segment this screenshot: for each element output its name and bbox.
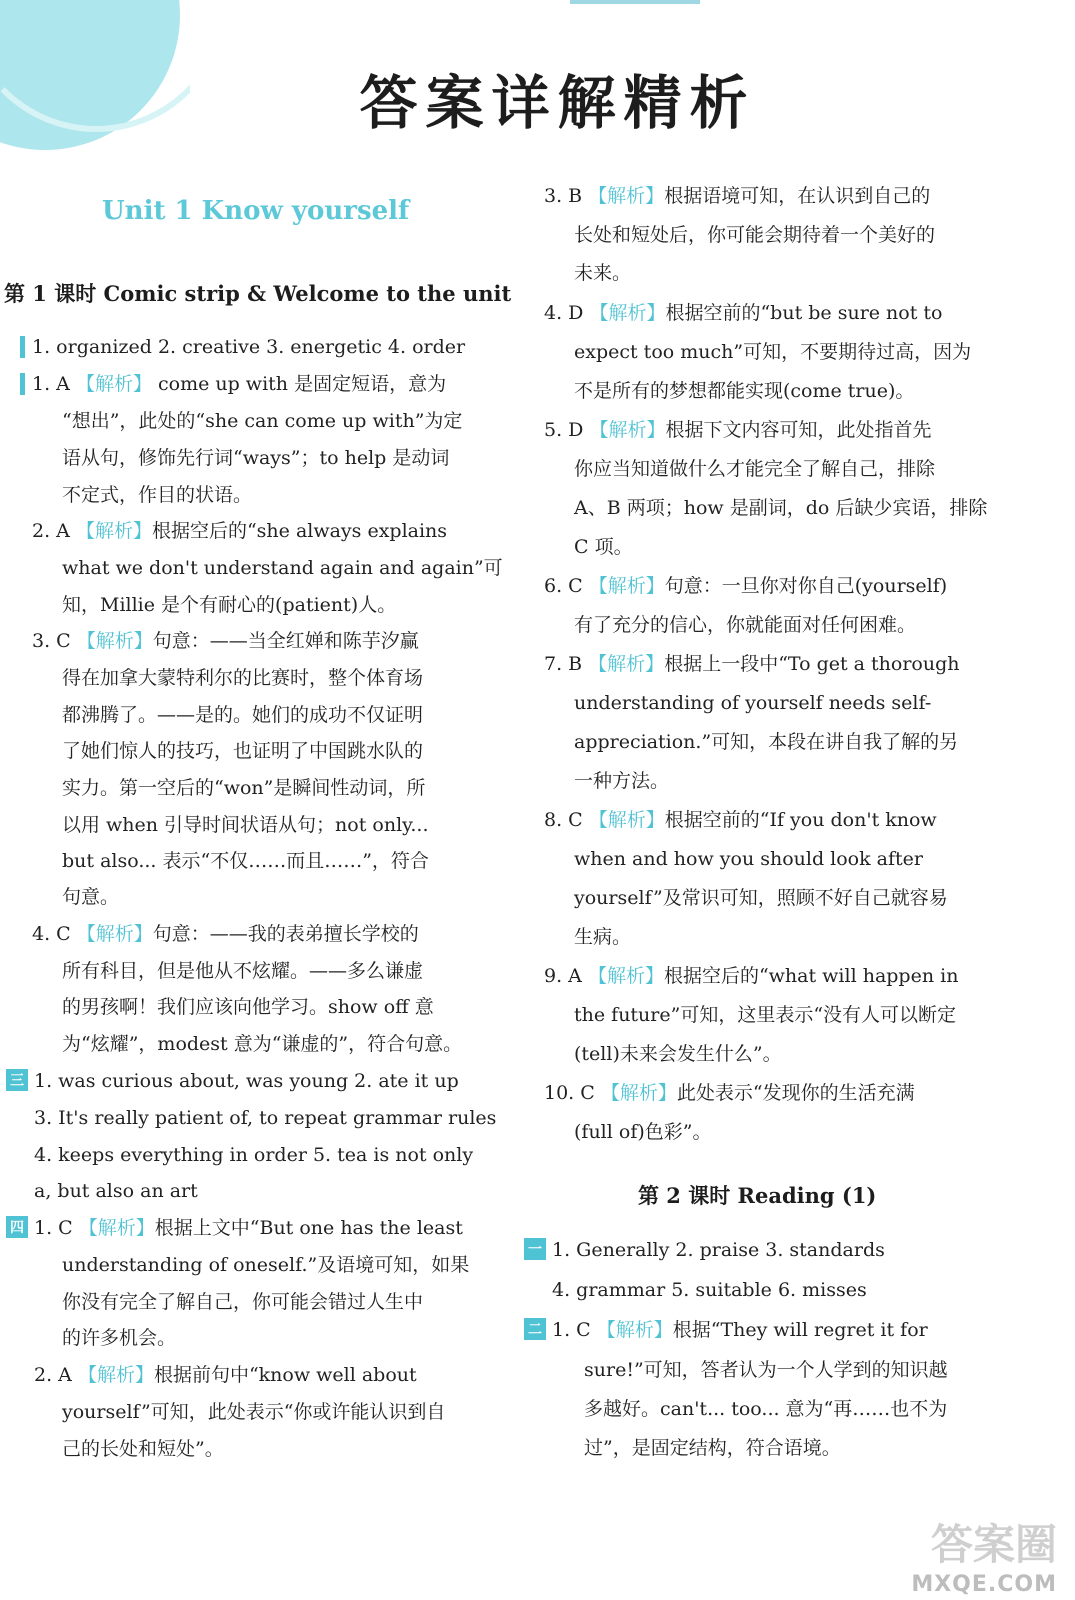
section-badge: 二 [524,1318,546,1340]
answer-line: 4. D 【解析】根据空前的“but be sure not to [544,302,943,324]
analysis-tag: 【解析】 [588,653,665,675]
section-badge: 三 [6,1069,28,1091]
answer-line: 4. C 【解析】句意：——我的表弟擅长学校的 [32,923,419,945]
analysis-tag: 【解析】 [75,373,152,395]
answer-line: what we don't understand again and again”可 [62,557,503,579]
watermark [867,1512,1057,1597]
answer-line: 2. A 【解析】根据空后的“she always explains [32,520,448,542]
analysis-tag: 【解析】 [75,520,152,542]
answer-line: 你没有完全了解自己，你可能会错过人生中 [62,1291,424,1313]
answer-line: but also... 表示“不仅……而且……”，符合 [62,850,429,872]
analysis-tag: 【解析】 [77,1364,154,1386]
analysis-tag: 【解析】 [78,1217,155,1239]
answer-line: 有了充分的信心，你就能面对任何困难。 [574,614,917,636]
answer-line: 1. A 【解析】 come up with 是固定短语，意为 [32,373,447,395]
answer-line: 你应当知道做什么才能完全了解自己，排除 [574,458,936,480]
section-badge: 四 [6,1216,28,1238]
analysis-tag: 【解析】 [589,302,666,324]
answer-line: 长处和短处后，你可能会期待着一个美好的 [574,224,936,246]
answer-line: 2. A 【解析】根据前句中“know well about [34,1364,417,1386]
answer-line: yourself”可知，此处表示“你或许能认识到自 [62,1401,446,1423]
watermark-url: MXQE.COM [911,1572,1057,1597]
answer-line: 得在加拿大蒙特利尔的比赛时，整个体育场 [62,667,424,689]
answer-line: appreciation.”可知，本段在讲自我了解的另 [574,731,959,753]
analysis-tag: 【解析】 [589,419,666,441]
answer-line: C 项。 [574,536,633,558]
answer-line: 8. C 【解析】根据空前的“If you don't know [544,809,937,831]
answer-line: 1. C 【解析】根据“They will regret it for [552,1319,928,1341]
answer-line: 10. C 【解析】此处表示“发现你的生活充满 [544,1082,915,1104]
answer-line: the future”可知，这里表示“没有人可以断定 [574,1004,957,1026]
analysis-tag: 【解析】 [76,630,153,652]
analysis-tag: 【解析】 [588,575,665,597]
answer-line: 不是所有的梦想都能实现(come true)。 [574,380,915,402]
answer-line: yourself”及常识可知，照顾不好自己就容易 [574,887,948,909]
answer-line: 为“炫耀”，modest 意为“谦虚的”，符合句意。 [62,1033,463,1055]
answer-line: 9. A 【解析】根据空后的“what will happen in [544,965,959,987]
answer-line: 一种方法。 [574,770,670,792]
answer-line: “想出”，此处的“she can come up with”为定 [62,410,463,432]
answer-line: 3. B 【解析】根据语境可知，在认识到自己的 [544,185,931,207]
analysis-tag: 【解析】 [600,1082,677,1104]
answer-line: 过”，是固定结构，符合语境。 [584,1437,841,1459]
answer-line: 了她们惊人的技巧，也证明了中国跳水队的 [62,740,424,762]
analysis-tag: 【解析】 [588,809,665,831]
answer-line: 生病。 [574,926,632,948]
answer-line: (tell)未来会发生什么”。 [574,1043,782,1065]
answer-line: 6. C 【解析】句意：一旦你对你自己(yourself) [544,575,948,597]
answer-line: 的许多机会。 [62,1327,177,1349]
answer-line: sure!”可知，答者认为一个人学到的知识越 [584,1359,948,1381]
answer-line: 未来。 [574,262,632,284]
answer-line: 以用 when 引导时间状语从句；not only... [62,814,429,836]
lesson2-title: 第 2 课时 Reading (1) [638,1183,877,1208]
answer-line: 3. C 【解析】句意：——当全红婵和陈芋汐赢 [32,630,419,652]
answer-line: 1. C 【解析】根据上文中“But one has the least [34,1217,463,1239]
unit-title: Unit 1 Know yourself [102,196,410,226]
answer-line: 的男孩啊！我们应该向他学习。show off 意 [62,996,434,1018]
answer-line: 己的长处和短处”。 [62,1438,224,1460]
answer-line: expect too much”可知，不要期待过高，因为 [574,341,972,363]
answer-line: 4. grammar 5. suitable 6. misses [552,1279,867,1301]
page-title: 答案详解精析 [359,69,756,137]
analysis-tag: 【解析】 [596,1319,673,1341]
answer-line: when and how you should look after [574,848,923,870]
analysis-tag: 【解析】 [76,923,153,945]
answer-line: understanding of oneself.”及语境可知，如果 [62,1254,470,1276]
answer-line: 1. Generally 2. praise 3. standards [552,1239,885,1261]
section-marker [20,336,25,358]
answer-line: 5. D 【解析】根据下文内容可知，此处指首先 [544,419,932,441]
answer-line: 7. B 【解析】根据上一段中“To get a thorough [544,653,960,675]
section-marker [20,373,25,395]
answer-line: A、B 两项；how 是副词，do 后缺少宾语，排除 [574,497,988,519]
answer-line: 3. It's really patient of, to repeat grammar rules [34,1107,497,1129]
answer-line: 句意。 [62,886,120,908]
answer-line: 多越好。can't... too... 意为“再……也不为 [584,1398,948,1420]
answer-line: 都沸腾了。——是的。她们的成功不仅证明 [62,704,424,726]
answer-line: 所有科目，但是他从不炫耀。——多么谦虚 [62,960,424,982]
analysis-tag: 【解析】 [588,185,665,207]
answer-line: understanding of yourself needs self- [574,692,932,714]
answer-line: 语从句，修饰先行词“ways”；to help 是动词 [62,447,450,469]
top-accent-bar [570,0,700,4]
answer-line: 实力。第一空后的“won”是瞬间性动词，所 [62,777,426,799]
answer-line: 4. keeps everything in order 5. tea is not only [34,1144,474,1166]
answer-line: 1. organized 2. creative 3. energetic 4. order [32,336,466,358]
answer-line: 不定式，作目的状语。 [62,484,253,506]
section-badge: 一 [524,1238,546,1260]
lesson1-title: 第 1 课时 Comic strip & Welcome to the unit [4,281,512,306]
answer-line: a, but also an art [34,1180,198,1202]
answer-line: 知，Millie 是个有耐心的(patient)人。 [62,594,397,616]
watermark-logo-text: 答案圈 [930,1520,1057,1569]
answer-line: (full of)色彩”。 [574,1121,712,1143]
answer-line: 1. was curious about, was young 2. ate it up [34,1070,459,1092]
analysis-tag: 【解析】 [587,965,664,987]
